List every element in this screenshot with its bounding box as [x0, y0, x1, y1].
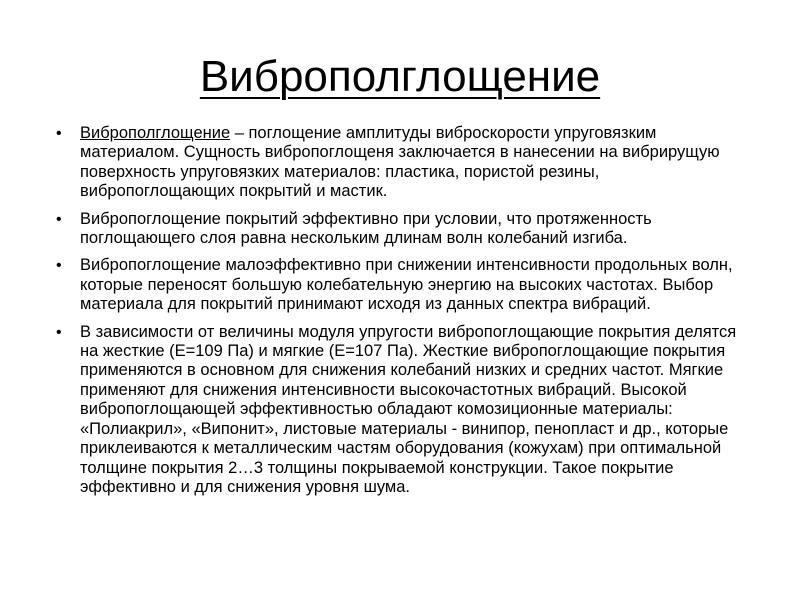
- bullet-text: – поглощение амплитуды виброскорости упруговязким материалом. Сущность вибропоглощеня заключается в нанесении на вибрирущую поверхность упруговязких материалов: пластика, пористой резины, вибропоглощающих покрытий и мастик.: [80, 124, 720, 201]
- bullet-item-4: [56, 323, 756, 498]
- bullet-text: Вибропоглощение малоэффективно при снижении интенсивности продольных волн, которые переносят большую колебательную энергию на высоких частотах. Выбор материала для покрытий принимают исходя из данных спектра вибраций.: [80, 256, 733, 314]
- bullet-icon: •: [56, 323, 62, 341]
- bullet-term: Виброполглощение: [80, 124, 231, 142]
- bullet-list: [56, 124, 756, 505]
- slide-title: Виброполглощение: [199, 52, 601, 101]
- bullet-text: Вибропоглощение покрытий эффективно при условии, что протяженность поглощающего слоя равна нескольким длинам волн колебаний изгиба.: [80, 209, 652, 248]
- bullet-icon: •: [56, 257, 62, 275]
- bullet-item-2: [56, 210, 756, 249]
- bullet-icon: •: [56, 210, 62, 228]
- bullet-text: В зависимости от величины модуля упругости вибропоглощающие покрытия делятся на жесткие (E=109 Па) и мягкие (E=107 Па). Жесткие вибропоглощающие покрытия применяются в основном для снижения колебаний низких и средних частот. Мягкие применяют для снижения интенсивности высокочастотных вибраций. Высокой вибропоглощающей эффективностью обладают комозиционные материалы: «Полиакрил», «Випонит», листовые материалы - винипор, пенопласт и др., которые приклеиваются к металлическим частям оборудования (кожухам) при оптимальной толщине покрытия 2…3 толщины покрываемой конструкции. Такое покрытие эффективно и для снижения уровня шума.: [80, 322, 737, 496]
- bullet-item-3: [56, 256, 756, 314]
- bullet-icon: •: [56, 125, 62, 142]
- bullet-item-1: [56, 124, 756, 202]
